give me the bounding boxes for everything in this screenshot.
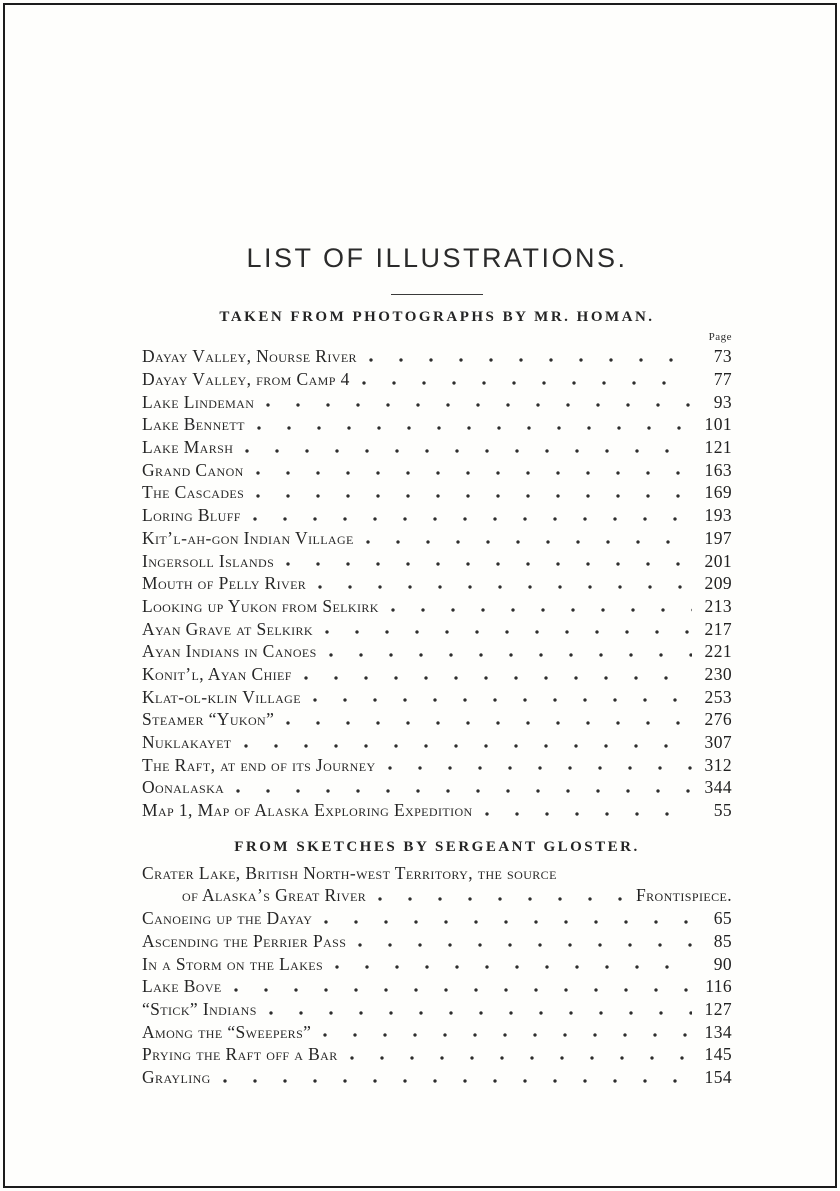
toc-entry xyxy=(142,708,732,731)
toc-entry xyxy=(142,527,732,550)
entries-list-photographs xyxy=(142,345,732,821)
toc-entry xyxy=(142,1043,732,1066)
toc-entry xyxy=(142,1066,732,1089)
section-photographs xyxy=(142,308,732,821)
entry-label: Nuklakayet xyxy=(142,732,232,753)
leader-dots xyxy=(473,799,692,822)
toc-entry xyxy=(142,391,732,414)
entry-label: Lake Bove xyxy=(142,976,222,997)
entry-page: 344 xyxy=(704,777,732,798)
entry-page: 169 xyxy=(704,482,732,503)
entry-label: Kit’l-ah-gon Indian Village xyxy=(142,527,354,548)
leader-dots xyxy=(366,884,630,907)
leader-dots xyxy=(244,459,692,482)
entry-page: Frontispiece. xyxy=(636,885,732,906)
toc-entry xyxy=(142,436,732,459)
entry-page: 145 xyxy=(704,1044,732,1065)
toc-entry xyxy=(142,953,732,976)
toc-entry xyxy=(142,550,732,573)
entry-page: 193 xyxy=(704,505,732,526)
toc-entry xyxy=(142,884,732,907)
page-column-label: Page xyxy=(708,331,732,344)
entry-label-continuation: of Alaska’s Great River xyxy=(182,885,367,906)
leader-dots xyxy=(350,368,692,391)
entry-page: 85 xyxy=(713,930,732,951)
toc-entry xyxy=(142,731,732,754)
leader-dots xyxy=(232,731,692,754)
entry-page: 312 xyxy=(704,754,732,775)
page-title: LIST OF ILLUSTRATIONS. xyxy=(246,243,628,273)
toc-entry xyxy=(142,481,732,504)
section-sketches xyxy=(142,838,732,1089)
entry-page: 116 xyxy=(705,976,732,997)
toc-entry xyxy=(142,663,732,686)
leader-dots xyxy=(292,663,692,686)
entry-page: 217 xyxy=(704,618,732,639)
entry-label: Steamer “Yukon” xyxy=(142,709,275,730)
leader-dots xyxy=(346,930,692,953)
entry-label: Ascending the Perrier Pass xyxy=(142,930,347,951)
entry-label: Looking up Yukon from Selkirk xyxy=(142,595,379,616)
entry-label: Grayling xyxy=(142,1066,211,1087)
toc-entry xyxy=(142,862,732,885)
entry-label: Lake Bennett xyxy=(142,414,245,435)
toc-entry xyxy=(142,618,732,641)
entry-label: Ayan Grave at Selkirk xyxy=(142,618,313,639)
leader-dots xyxy=(257,998,692,1021)
toc-entry xyxy=(142,345,732,368)
toc-entry xyxy=(142,754,732,777)
leader-dots xyxy=(233,436,692,459)
section-heading-sketches: FROM SKETCHES BY SERGEANT GLOSTER. xyxy=(234,838,640,855)
entry-label: Grand Canon xyxy=(142,459,244,480)
entry-page: 307 xyxy=(704,732,732,753)
toc-entry xyxy=(142,930,732,953)
entry-label: Oonalaska xyxy=(142,777,225,798)
entries-list-sketches xyxy=(142,862,732,1089)
entry-label: Loring Bluff xyxy=(142,505,241,526)
leader-dots xyxy=(354,527,692,550)
leader-dots xyxy=(245,413,692,436)
leader-dots xyxy=(301,686,692,709)
entry-page: 134 xyxy=(704,1021,732,1042)
entry-page: 101 xyxy=(704,414,732,435)
leader-dots xyxy=(312,907,692,930)
toc-entry xyxy=(142,595,732,618)
leader-dots xyxy=(311,1021,692,1044)
entry-label: The Cascades xyxy=(142,482,245,503)
title-rule xyxy=(391,294,483,295)
entry-page: 163 xyxy=(704,459,732,480)
toc-entry xyxy=(142,907,732,930)
toc-entry xyxy=(142,640,732,663)
entry-page: 121 xyxy=(704,437,732,458)
toc-entry xyxy=(142,1021,732,1044)
entry-label: Klat-ol-klin Village xyxy=(142,686,301,707)
leader-dots xyxy=(376,754,692,777)
entry-page: 253 xyxy=(704,686,732,707)
leader-dots xyxy=(274,708,692,731)
leader-dots xyxy=(244,481,692,504)
entry-label: In a Storm on the Lakes xyxy=(142,953,324,974)
leader-dots xyxy=(313,618,692,641)
entry-page: 221 xyxy=(704,641,732,662)
leader-dots xyxy=(241,504,692,527)
entry-page: 276 xyxy=(704,709,732,730)
leader-dots xyxy=(224,776,692,799)
entry-label: Prying the Raft off a Bar xyxy=(142,1044,338,1065)
entry-page: 65 xyxy=(713,908,732,929)
entry-label: Crater Lake, British North-west Territory, the source xyxy=(142,862,557,883)
leader-dots xyxy=(379,595,692,618)
toc-entry xyxy=(142,776,732,799)
entry-page: 197 xyxy=(704,527,732,548)
entry-page: 209 xyxy=(704,573,732,594)
leader-dots xyxy=(274,550,692,573)
toc-entry xyxy=(142,368,732,391)
section-heading-photographs: TAKEN FROM PHOTOGRAPHS BY MR. HOMAN. xyxy=(219,309,655,326)
entry-label: Konit’l, Ayan Chief xyxy=(142,663,292,684)
toc-entry xyxy=(142,459,732,482)
leader-dots xyxy=(306,572,692,595)
entry-page: 55 xyxy=(713,800,732,821)
entry-label: “Stick” Indians xyxy=(142,998,257,1019)
entry-label: Map 1, Map of Alaska Exploring Expedition xyxy=(142,800,473,821)
leader-dots xyxy=(222,975,692,998)
entry-label: The Raft, at end of its Journey xyxy=(142,754,376,775)
entry-label: Lake Lindeman xyxy=(142,391,255,412)
entry-page: 213 xyxy=(704,595,732,616)
entry-page: 127 xyxy=(704,998,732,1019)
entry-label: Dayay Valley, from Camp 4 xyxy=(142,369,350,390)
toc-entry xyxy=(142,572,732,595)
entry-page: 77 xyxy=(713,369,732,390)
toc-entry xyxy=(142,504,732,527)
toc-entry xyxy=(142,975,732,998)
entry-page: 93 xyxy=(713,391,732,412)
leader-dots xyxy=(323,953,692,976)
entry-label: Ayan Indians in Canoes xyxy=(142,641,317,662)
leader-dots xyxy=(254,391,692,414)
toc-entry xyxy=(142,686,732,709)
entry-page: 90 xyxy=(713,953,732,974)
entry-page: 201 xyxy=(704,550,732,571)
leader-dots xyxy=(211,1066,692,1089)
entry-page: 230 xyxy=(704,663,732,684)
toc-entry xyxy=(142,799,732,822)
entry-page: 73 xyxy=(713,346,732,367)
entry-label: Dayay Valley, Nourse River xyxy=(142,346,357,367)
leader-dots xyxy=(317,640,692,663)
entry-page: 154 xyxy=(704,1066,732,1087)
entry-label: Lake Marsh xyxy=(142,437,234,458)
leader-dots xyxy=(338,1043,692,1066)
leader-dots xyxy=(357,345,692,368)
toc-entry xyxy=(142,998,732,1021)
entry-label: Canoeing up the Dayay xyxy=(142,908,313,929)
entry-label: Among the “Sweepers” xyxy=(142,1021,312,1042)
entry-label: Mouth of Pelly River xyxy=(142,573,307,594)
toc-entry xyxy=(142,413,732,436)
entry-label: Ingersoll Islands xyxy=(142,550,275,571)
